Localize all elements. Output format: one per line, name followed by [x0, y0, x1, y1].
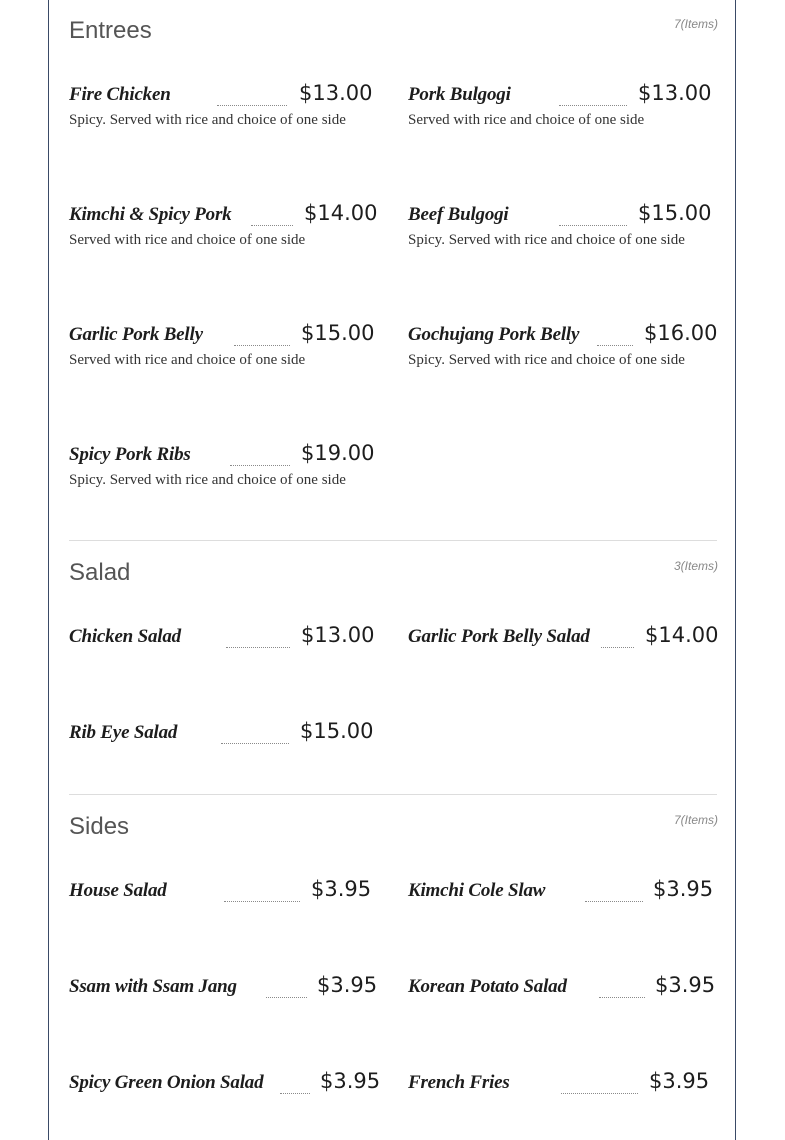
- dotted-leader: [266, 997, 307, 998]
- menu-item-fire-chicken[interactable]: [69, 81, 379, 128]
- menu-item-beef-bulgogi[interactable]: [408, 201, 718, 248]
- dotted-leader: [559, 105, 627, 106]
- dotted-leader: [234, 345, 290, 346]
- item-name: Ssam with Ssam Jang: [69, 976, 237, 997]
- menu-item-rib-eye-salad[interactable]: [69, 720, 379, 760]
- dotted-leader: [597, 345, 633, 346]
- item-name: Beef Bulgogi: [408, 204, 509, 225]
- item-name: Rib Eye Salad: [69, 722, 178, 743]
- item-name: Garlic Pork Belly Salad: [408, 626, 590, 647]
- section-title: Sides: [69, 813, 130, 840]
- dotted-leader: [221, 743, 289, 744]
- dotted-leader: [230, 465, 290, 466]
- menu-item-korean-potato-salad[interactable]: [408, 974, 718, 1014]
- section-header-sides: [69, 812, 718, 842]
- dotted-leader: [280, 1093, 310, 1094]
- dotted-leader: [251, 225, 293, 226]
- dotted-leader: [599, 997, 645, 998]
- item-name: Gochujang Pork Belly: [408, 324, 580, 345]
- menu-item-garlic-pork-belly-salad[interactable]: [408, 624, 718, 664]
- item-description: Served with rice and choice of one side: [69, 232, 306, 248]
- dotted-leader: [559, 225, 627, 226]
- item-price: $3.95: [655, 973, 716, 997]
- section-header-entrees: [69, 16, 718, 46]
- menu-item-house-salad[interactable]: [69, 878, 379, 918]
- item-price: $19.00: [301, 441, 375, 465]
- item-description: Spicy. Served with rice and choice of one side: [69, 472, 346, 488]
- section-divider: [69, 794, 717, 795]
- menu-item-chicken-salad[interactable]: [69, 624, 379, 664]
- item-count: 3(Items): [673, 559, 718, 573]
- section-title: Entrees: [69, 17, 152, 44]
- item-name: Pork Bulgogi: [408, 84, 511, 105]
- item-price: $14.00: [645, 623, 719, 647]
- item-price: $3.95: [311, 877, 372, 901]
- dotted-leader: [585, 901, 643, 902]
- item-description: Spicy. Served with rice and choice of one side: [408, 232, 685, 248]
- item-price: $3.95: [649, 1069, 710, 1093]
- item-name: Chicken Salad: [69, 626, 181, 647]
- item-price: $14.00: [304, 201, 378, 225]
- item-price: $16.00: [644, 321, 718, 345]
- item-name: Spicy Green Onion Salad: [69, 1072, 264, 1093]
- item-name: Kimchi & Spicy Pork: [69, 204, 232, 225]
- item-price: $3.95: [317, 973, 378, 997]
- dotted-leader: [226, 647, 290, 648]
- item-price: $15.00: [301, 321, 375, 345]
- item-description: Spicy. Served with rice and choice of one side: [408, 352, 685, 368]
- section-header-salad: [69, 558, 718, 588]
- item-name: House Salad: [69, 880, 167, 901]
- dotted-leader: [217, 105, 287, 106]
- menu-item-kimchi-cole-slaw[interactable]: [408, 878, 718, 918]
- item-price: $15.00: [300, 719, 374, 743]
- menu-item-french-fries[interactable]: [408, 1070, 718, 1110]
- item-count: 7(Items): [673, 813, 718, 827]
- dotted-leader: [561, 1093, 638, 1094]
- item-name: Fire Chicken: [69, 84, 171, 105]
- item-name: Korean Potato Salad: [408, 976, 567, 997]
- item-price: $13.00: [638, 81, 712, 105]
- section-title: Salad: [69, 559, 131, 586]
- item-description: Served with rice and choice of one side: [408, 112, 645, 128]
- dotted-leader: [601, 647, 634, 648]
- menu-item-garlic-pork-belly[interactable]: [69, 321, 379, 368]
- item-price: $13.00: [299, 81, 373, 105]
- menu-item-spicy-green-onion-salad[interactable]: [69, 1070, 379, 1110]
- menu-item-gochujang-pork-belly[interactable]: [408, 321, 718, 368]
- item-price: $3.95: [320, 1069, 381, 1093]
- item-count: 7(Items): [673, 17, 718, 31]
- menu-item-spicy-pork-ribs[interactable]: [69, 441, 379, 488]
- menu-item-pork-bulgogi[interactable]: [408, 81, 718, 128]
- item-description: Served with rice and choice of one side: [69, 352, 306, 368]
- item-price: $15.00: [638, 201, 712, 225]
- item-price: $3.95: [653, 877, 714, 901]
- menu-item-ssam-with-ssam-jang[interactable]: [69, 974, 379, 1014]
- item-price: $13.00: [301, 623, 375, 647]
- item-description: Spicy. Served with rice and choice of one side: [69, 112, 346, 128]
- item-name: Kimchi Cole Slaw: [408, 880, 546, 901]
- item-name: French Fries: [408, 1072, 510, 1093]
- item-name: Garlic Pork Belly: [69, 324, 203, 345]
- item-name: Spicy Pork Ribs: [69, 444, 191, 465]
- menu-item-kimchi-spicy-pork[interactable]: [69, 201, 379, 248]
- dotted-leader: [224, 901, 300, 902]
- section-divider: [69, 540, 717, 541]
